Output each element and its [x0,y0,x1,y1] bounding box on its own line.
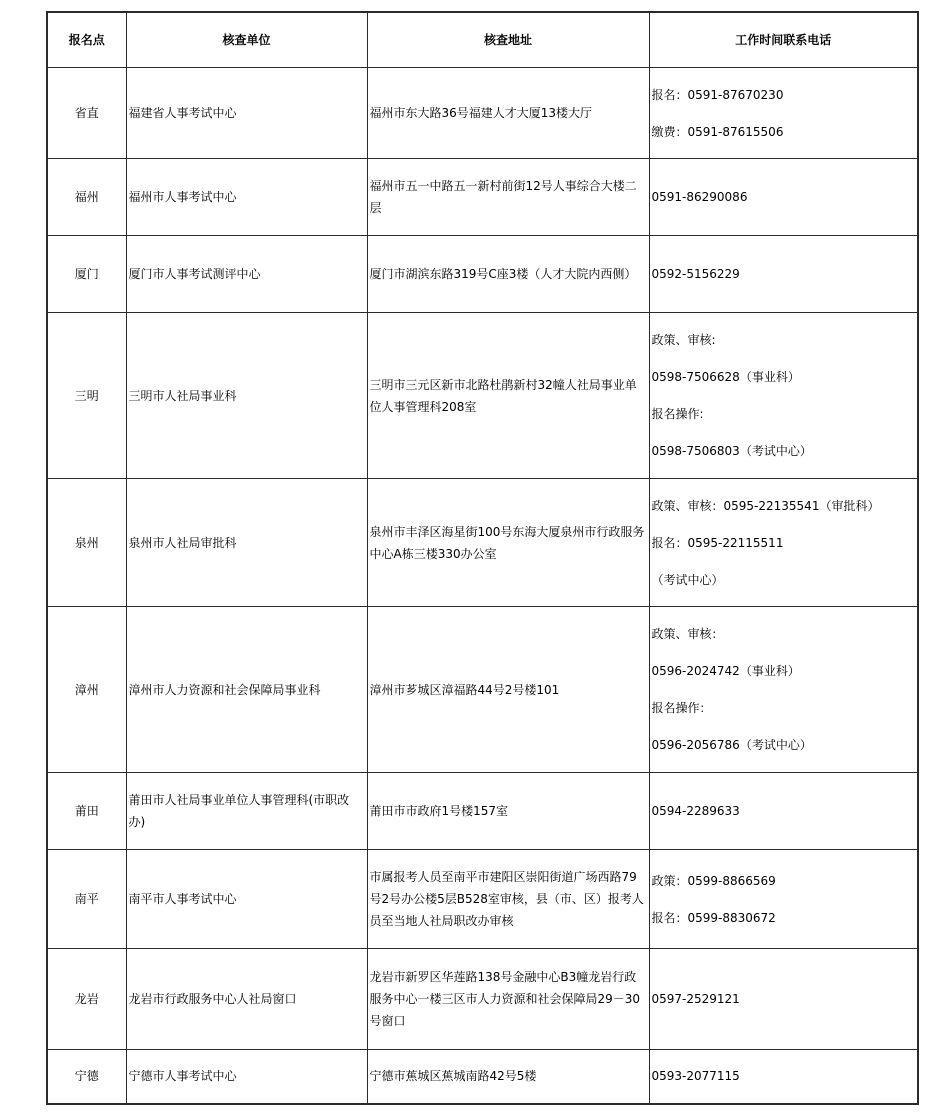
phone-line: （考试中心） [651,572,724,587]
cell-phone [649,1050,918,1104]
header-row [47,12,918,68]
cell-phone [649,68,918,159]
cell-unit: 莆田市人社局事业单位人事管理科(市职改办) [126,773,367,850]
cell-unit: 宁德市人事考试中心 [126,1050,367,1104]
table-row [47,1050,918,1104]
header-phone: 工作时间联系电话 [649,12,918,68]
table-row [47,159,918,236]
phone-line: 缴费：0591-87615506 [651,124,784,139]
cell-unit: 福州市人事考试中心 [126,159,367,236]
table-row [47,773,918,850]
table-row [47,850,918,949]
phone-line: 0596-2056786（考试中心） [651,738,812,752]
cell-site: 泉州 [47,479,126,607]
phone-line: 0592-5156229 [651,267,740,281]
cell-phone [649,949,918,1050]
cell-site: 宁德 [47,1050,126,1104]
cell-phone [649,607,918,773]
cell-address: 市属报考人员至南平市建阳区崇阳街道广场西路79号2号办公楼5层B528室审核，县（市、区）报考人员至当地人社局职改办审核 [367,850,649,949]
cell-address: 福州市东大路36号福建人才大厦13楼大厅 [367,68,649,159]
table-body [47,68,918,1104]
header-unit: 核查单位 [126,12,367,68]
phone-line: 报名：0599-8830672 [651,910,776,925]
phone-line: 0594-2289633 [651,804,740,818]
phone-line: 0597-2529121 [651,992,740,1006]
cell-unit: 漳州市人力资源和社会保障局事业科 [126,607,367,773]
cell-site: 南平 [47,850,126,949]
cell-unit: 厦门市人事考试测评中心 [126,236,367,313]
cell-address: 福州市五一中路五一新村前街12号人事综合大楼二层 [367,159,649,236]
table-row [47,479,918,607]
cell-phone [649,313,918,479]
cell-unit: 三明市人社局事业科 [126,313,367,479]
cell-unit: 龙岩市行政服务中心人社局窗口 [126,949,367,1050]
header-site: 报名点 [47,12,126,68]
phone-line: 政策、审核：0595-22135541（审批科） [651,498,880,513]
cell-address: 厦门市湖滨东路319号C座3楼（人才大院内西侧） [367,236,649,313]
phone-line: 报名：0595-22115511 [651,535,784,550]
cell-address: 漳州市芗城区漳福路44号2号楼101 [367,607,649,773]
cell-phone [649,773,918,850]
cell-phone [649,159,918,236]
phone-line: 0593-2077115 [651,1069,740,1084]
cell-address: 三明市三元区新市北路杜鹃新村32幢人社局事业单位人事管理科208室 [367,313,649,479]
cell-phone [649,236,918,313]
table-row [47,949,918,1050]
cell-phone [649,850,918,949]
table-row [47,607,918,773]
cell-unit: 泉州市人社局审批科 [126,479,367,607]
cell-address: 龙岩市新罗区华莲路138号金融中心B3幢龙岩行政服务中心一楼三区市人力资源和社会保障局29－30号窗口 [367,949,649,1050]
cell-site: 省直 [47,68,126,159]
cell-site: 三明 [47,313,126,479]
cell-unit: 南平市人事考试中心 [126,850,367,949]
phone-line: 0596-2024742（事业科） [651,664,800,678]
table-row [47,236,918,313]
table-row [47,313,918,479]
phone-line: 0591-86290086 [651,190,748,204]
phone-line: 报名操作： [651,701,712,715]
phone-line: 报名：0591-87670230 [651,87,784,102]
cell-site: 龙岩 [47,949,126,1050]
header-address: 核查地址 [367,12,649,68]
cell-site: 厦门 [47,236,126,313]
phone-line: 政策、审核： [651,627,724,641]
cell-address: 泉州市丰泽区海星街100号东海大厦泉州市行政服务中心A栋三楼330办公室 [367,479,649,607]
cell-address: 宁德市蕉城区蕉城南路42号5楼 [367,1050,649,1104]
phone-line: 政策：0599-8866569 [651,873,776,888]
cell-site: 莆田 [47,773,126,850]
phone-line: 报名操作: [651,407,704,421]
cell-site: 漳州 [47,607,126,773]
verification-table [46,11,919,1105]
phone-line: 0598-7506803（考试中心） [651,444,812,458]
table-row [47,68,918,159]
cell-phone [649,479,918,607]
cell-site: 福州 [47,159,126,236]
phone-line: 政策、审核: [651,333,716,347]
cell-address: 莆田市市政府1号楼157室 [367,773,649,850]
cell-unit: 福建省人事考试中心 [126,68,367,159]
phone-line: 0598-7506628（事业科） [651,370,800,384]
